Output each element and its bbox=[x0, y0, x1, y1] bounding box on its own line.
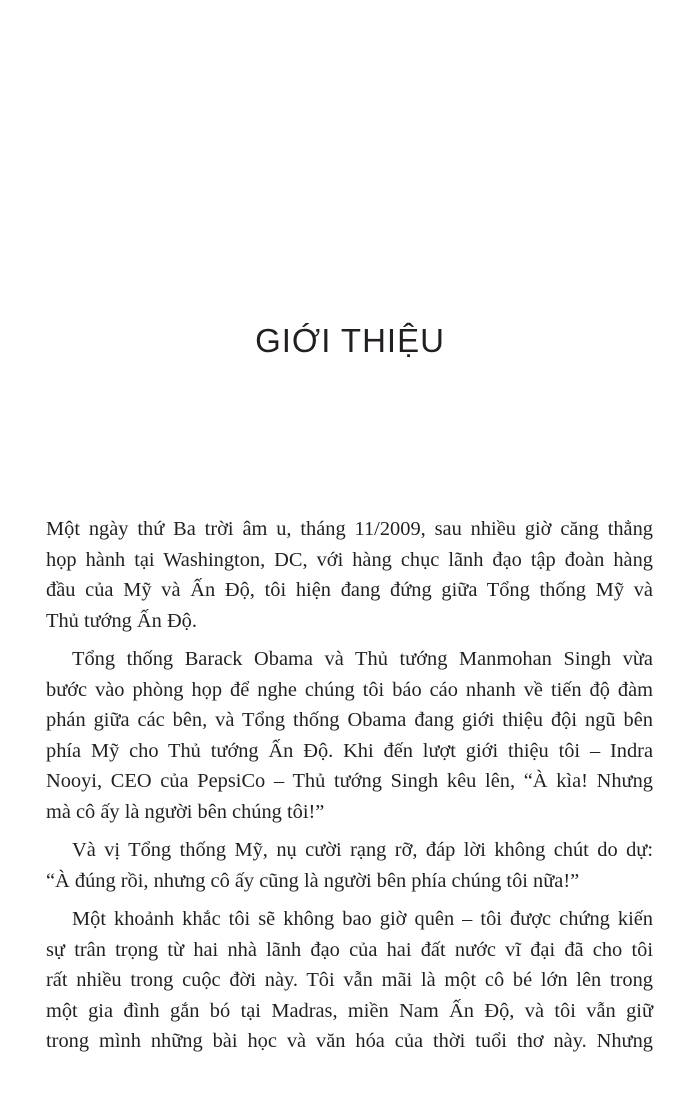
text-line: rất nhiều trong cuộc đời này. Tôi vẫn mãi là một cô bé lớn lên trong bbox=[46, 969, 653, 991]
text-line: phía Mỹ cho Thủ tướng Ấn Độ. Khi đến lượt giới thiệu tôi – Indra bbox=[46, 739, 653, 762]
paragraph bbox=[46, 644, 653, 827]
body-text bbox=[46, 514, 653, 1065]
chapter-title: GIỚI THIỆU bbox=[255, 322, 445, 359]
text-line: Nooyi, CEO của PepsiCo – Thủ tướng Singh kêu lên, “À kìa! Nhưng bbox=[46, 770, 653, 792]
text-line: Một khoảnh khắc tôi sẽ không bao giờ quên – tôi được chứng kiến bbox=[72, 908, 653, 930]
text-line: trong mình những bài học và văn hóa của thời tuổi thơ này. Nhưng bbox=[46, 1030, 653, 1052]
text-line: bước vào phòng họp để nghe chúng tôi báo cáo nhanh về tiến độ đàm bbox=[46, 678, 653, 701]
text-line: “À đúng rồi, nhưng cô ấy cũng là người bên phía chúng tôi nữa!” bbox=[46, 869, 580, 892]
text-line: Tổng thống Barack Obama và Thủ tướng Manmohan Singh vừa bbox=[72, 648, 653, 670]
text-line: một gia đình gắn bó tại Madras, miền Nam Ấn Độ, và tôi vẫn giữ bbox=[46, 999, 653, 1022]
text-line: Thủ tướng Ấn Độ. bbox=[46, 609, 197, 632]
text-line: Và vị Tổng thống Mỹ, nụ cười rạng rỡ, đáp lời không chút do dự: bbox=[72, 839, 653, 861]
text-line: phán giữa các bên, và Tổng thống Obama đang giới thiệu đội ngũ bên bbox=[46, 709, 653, 731]
paragraph bbox=[46, 904, 653, 1057]
text-line: Một ngày thứ Ba trời âm u, tháng 11/2009, sau nhiều giờ căng thẳng bbox=[46, 518, 653, 540]
paragraph bbox=[46, 835, 653, 896]
text-line: mà cô ấy là người bên chúng tôi!” bbox=[46, 800, 325, 823]
text-line: đầu của Mỹ và Ấn Độ, tôi hiện đang đứng giữa Tổng thống Mỹ và bbox=[46, 579, 653, 601]
text-line: họp hành tại Washington, DC, với hàng chục lãnh đạo tập đoàn hàng bbox=[46, 548, 653, 571]
text-line: sự trân trọng từ hai nhà lãnh đạo của hai đất nước vĩ đại đã cho tôi bbox=[46, 938, 653, 961]
paragraph bbox=[46, 514, 653, 636]
